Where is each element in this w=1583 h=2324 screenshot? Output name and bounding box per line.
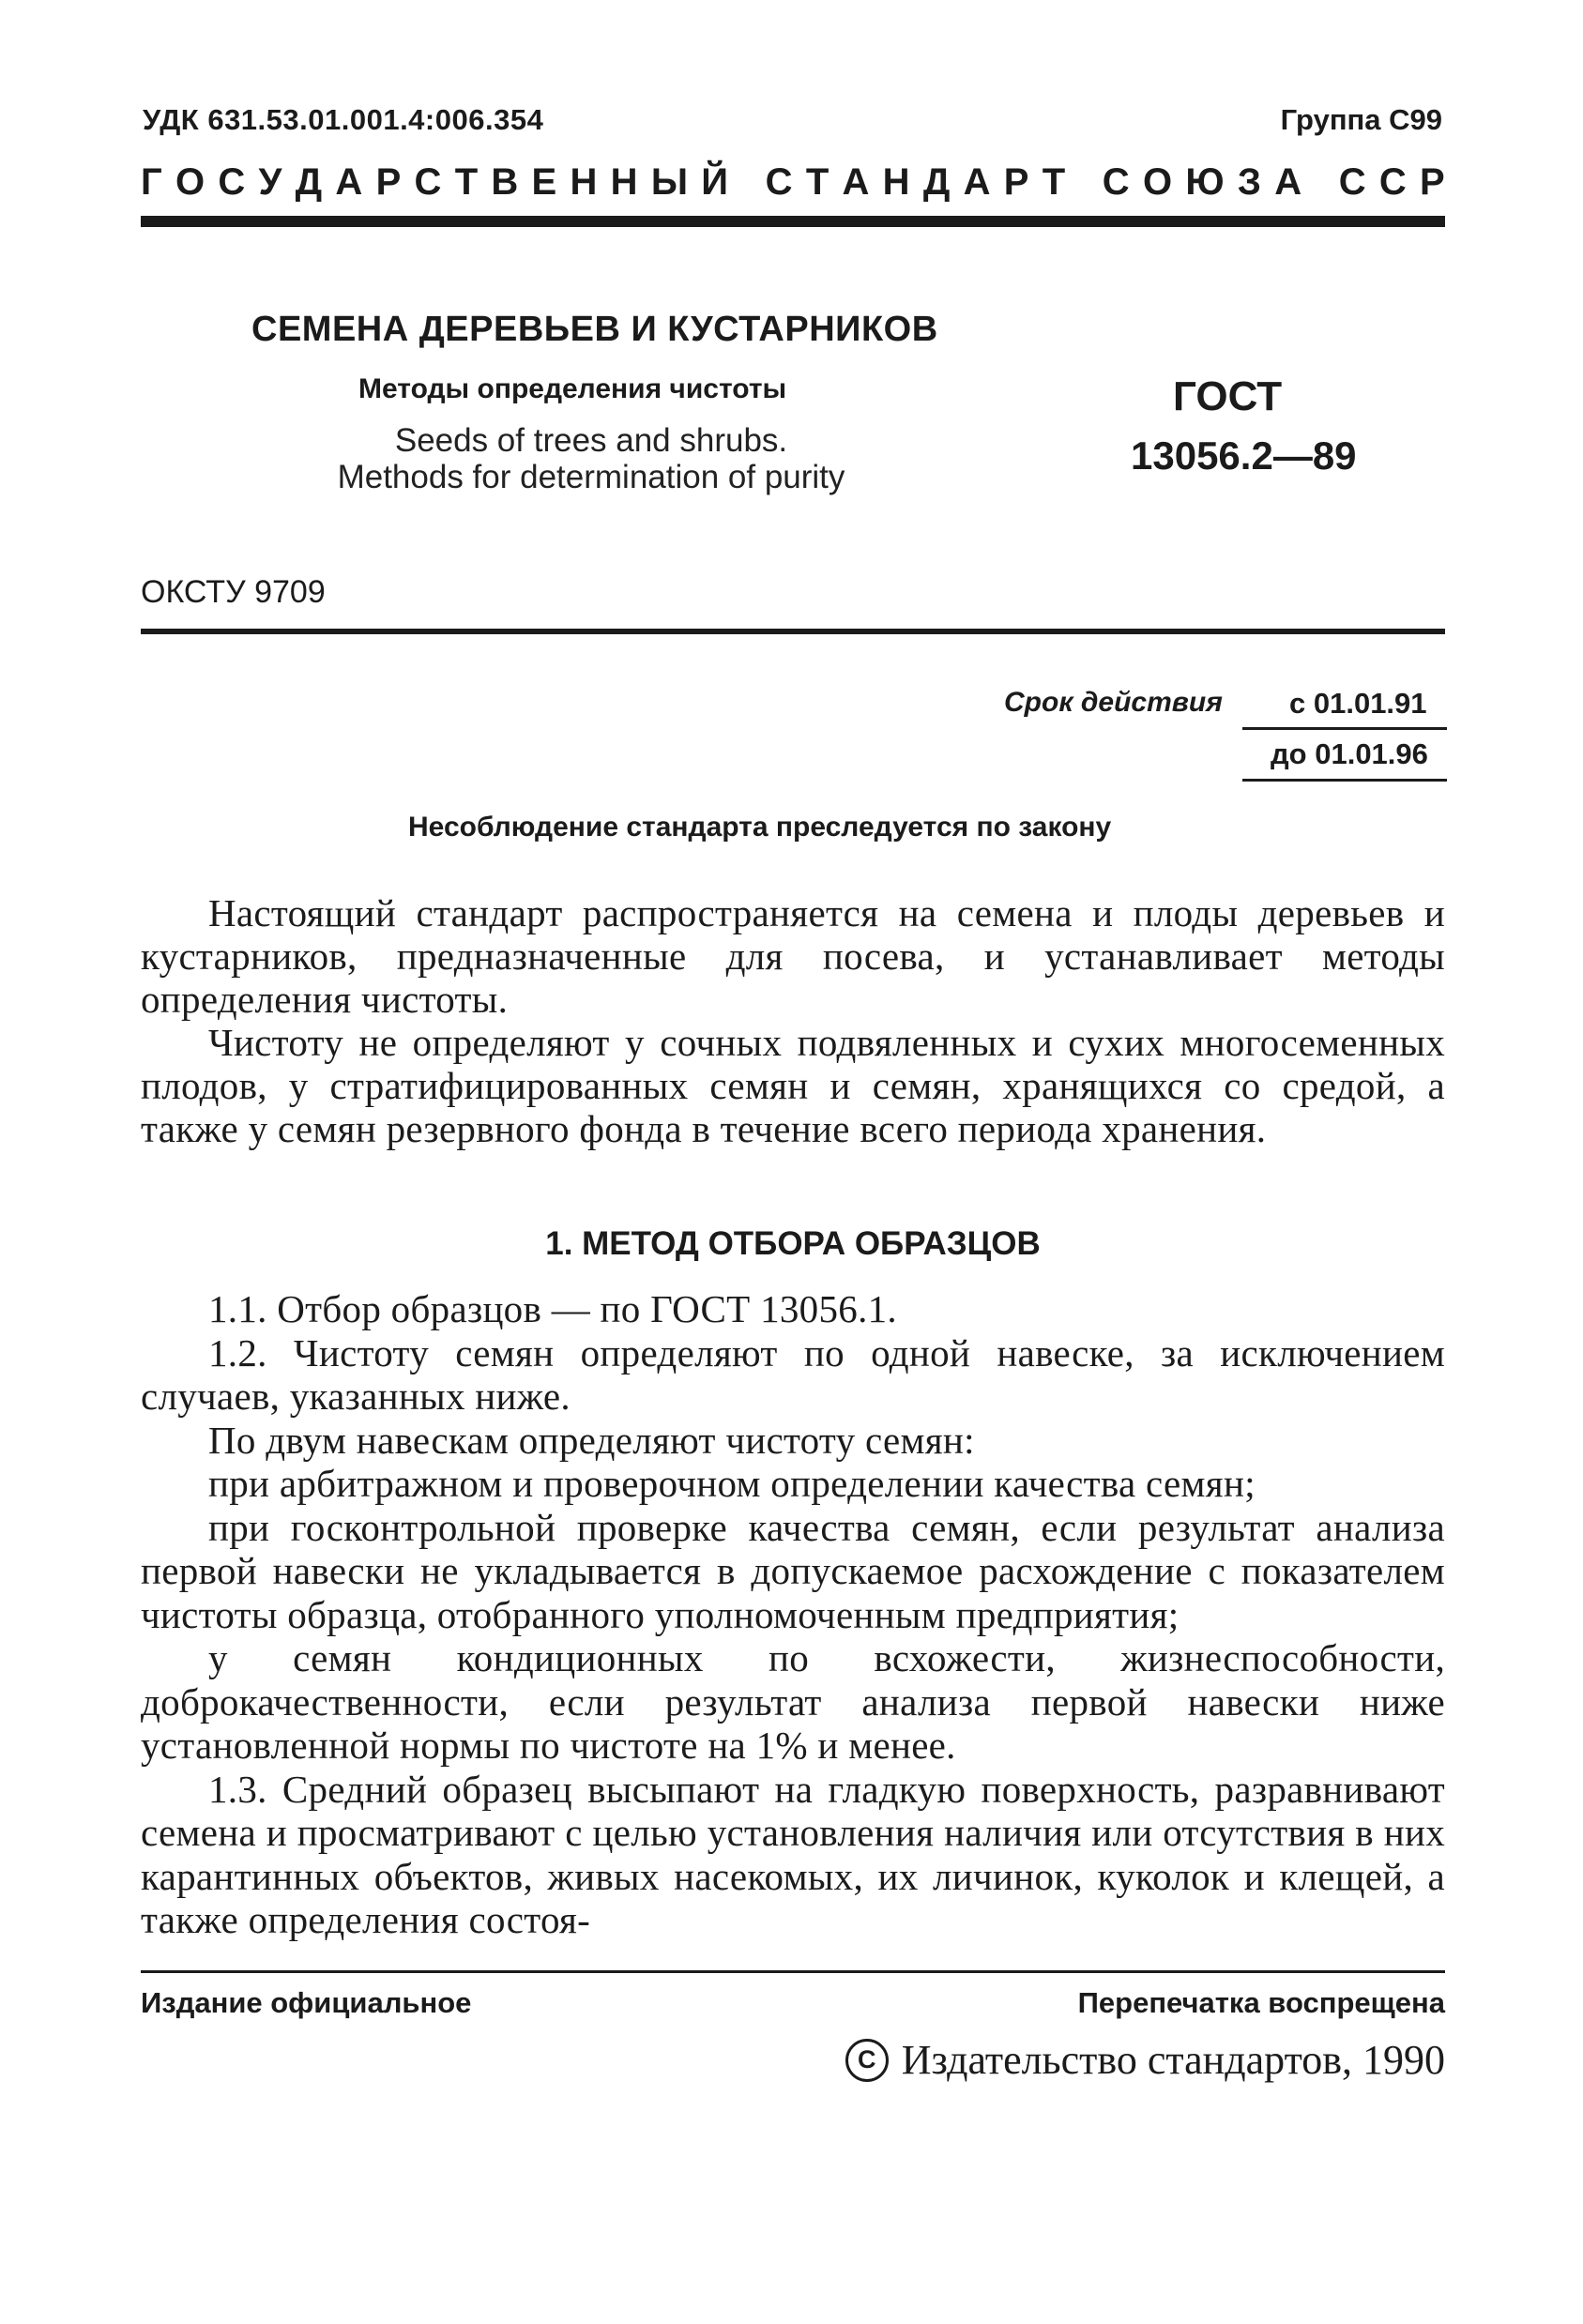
- group-code: Группа С99: [1280, 103, 1442, 136]
- validity-rule: [1242, 727, 1447, 730]
- document-title: СЕМЕНА ДЕРЕВЬЕВ И КУСТАРНИКОВ: [251, 310, 938, 349]
- section-text: [141, 1287, 1445, 1942]
- banner-letter: У: [258, 161, 282, 203]
- banner-letter: О: [175, 161, 205, 203]
- top-rule: [141, 216, 1445, 227]
- banner-letter: С: [1102, 161, 1130, 203]
- banner-letter: А: [842, 161, 870, 203]
- section-paragraph: 1.3. Средний образец высыпают на гладкую поверхность, разравнивают семена и просматривают с целью установления наличия или отсутствия в них карантинных объектов, живых насекомых, их личинок, куколок и клещей, а также определения состоя-: [141, 1767, 1445, 1941]
- banner-letter: Н: [610, 161, 638, 203]
- banner-letter: В: [491, 161, 519, 203]
- banner-letter: Р: [1420, 161, 1445, 203]
- copyright-line: [845, 2036, 1445, 2084]
- banner-letter: Й: [701, 161, 728, 203]
- footer-rule: [141, 1970, 1445, 1973]
- banner-letter: Н: [570, 161, 598, 203]
- banner-letter: С: [414, 161, 442, 203]
- banner-letter: Т: [805, 161, 830, 203]
- banner-space: [1078, 161, 1088, 204]
- section-paragraph: у семян кондиционных по всхожести, жизнеспособности, доброкачественности, если результат анализа первой навески ниже установленной нормы по чистоте на 1% и менее.: [141, 1636, 1445, 1767]
- banner-letter: Д: [922, 161, 951, 203]
- section-paragraph: 1.1. Отбор образцов — по ГОСТ 13056.1.: [208, 1287, 897, 1330]
- gost-number: 13056.2—89: [1131, 433, 1357, 478]
- banner-letter: Д: [295, 161, 323, 203]
- validity-to: до 01.01.96: [1271, 737, 1428, 770]
- banner-letter: А: [1274, 161, 1302, 203]
- copyright-icon: C: [845, 2039, 889, 2082]
- banner-letter: Ы: [650, 161, 688, 203]
- copyright-text: Издательство стандартов, 1990: [901, 2037, 1445, 2083]
- banner-letter: С: [765, 161, 793, 203]
- gost-label: ГОСТ: [1173, 373, 1283, 419]
- banner-letter: Н: [882, 161, 910, 203]
- middle-rule: [141, 629, 1445, 634]
- banner-letter: Р: [375, 161, 402, 203]
- banner-letter: А: [963, 161, 991, 203]
- banner-letter: Т: [454, 161, 479, 203]
- banner-letter: Ю: [1185, 161, 1225, 203]
- banner-letter: Е: [531, 161, 557, 203]
- banner-letter: Г: [141, 161, 162, 203]
- intro-paragraph: Настоящий стандарт распространяется на семена и плоды деревьев и кустарников, предназначенные для посева, и устанавливает методы определения чистоты.: [141, 891, 1445, 1021]
- section-paragraph: По двум навескам определяют чистоту семян:: [208, 1418, 975, 1462]
- validity-from: с 01.01.91: [1289, 687, 1427, 720]
- english-title: [300, 422, 882, 495]
- udk-code: УДК 631.53.01.001.4:006.354: [143, 103, 544, 136]
- banner-letter: С: [218, 161, 246, 203]
- banner-letter: Т: [1042, 161, 1066, 203]
- section-paragraph: при госконтрольной проверке качества семян, если результат анализа первой навески не укладывается в допускаемое расхождение с показателем чистоты образца, отобранного уполномоченным предприятия;: [141, 1505, 1445, 1636]
- banner-space: [1315, 161, 1325, 204]
- banner-letter: О: [1142, 161, 1173, 203]
- banner-letter: С: [1378, 161, 1407, 203]
- section-heading: 1. МЕТОД ОТБОРА ОБРАЗЦОВ: [545, 1225, 1041, 1262]
- banner-space: [741, 161, 752, 204]
- english-title-line2: Methods for determination of purity: [337, 459, 845, 495]
- banner-letter: А: [335, 161, 363, 203]
- reprint-notice: Перепечатка воспрещена: [1077, 1986, 1445, 2019]
- validity-rule: [1242, 779, 1447, 782]
- section-paragraph: при арбитражном и проверочном определении качества семян;: [208, 1462, 1256, 1505]
- document-subtitle: Методы определения чистоты: [358, 373, 787, 404]
- banner-letter: З: [1237, 161, 1261, 203]
- banner-letter: С: [1338, 161, 1366, 203]
- intro-text: [141, 891, 1445, 1150]
- section-paragraph: 1.2. Чистоту семян определяют по одной навеске, за исключением случаев, указанных ниже.: [141, 1330, 1445, 1418]
- english-title-line1: Seeds of trees and shrubs.: [394, 422, 788, 459]
- banner-letter: Р: [1003, 161, 1029, 203]
- okstu-code: ОКСТУ 9709: [141, 574, 326, 610]
- state-standard-banner: [141, 161, 1445, 204]
- validity-label: Срок действия: [1004, 687, 1223, 718]
- intro-paragraph: Чистоту не определяют у сочных подвяленных и сухих многосеменных плодов, у стратифицированных семян и семян, хранящихся со средой, а также у семян резервного фонда в течение всего периода хранения.: [141, 1021, 1445, 1150]
- legal-notice: Несоблюдение стандарта преследуется по закону: [408, 812, 1112, 843]
- edition-label: Издание официальное: [141, 1986, 472, 2019]
